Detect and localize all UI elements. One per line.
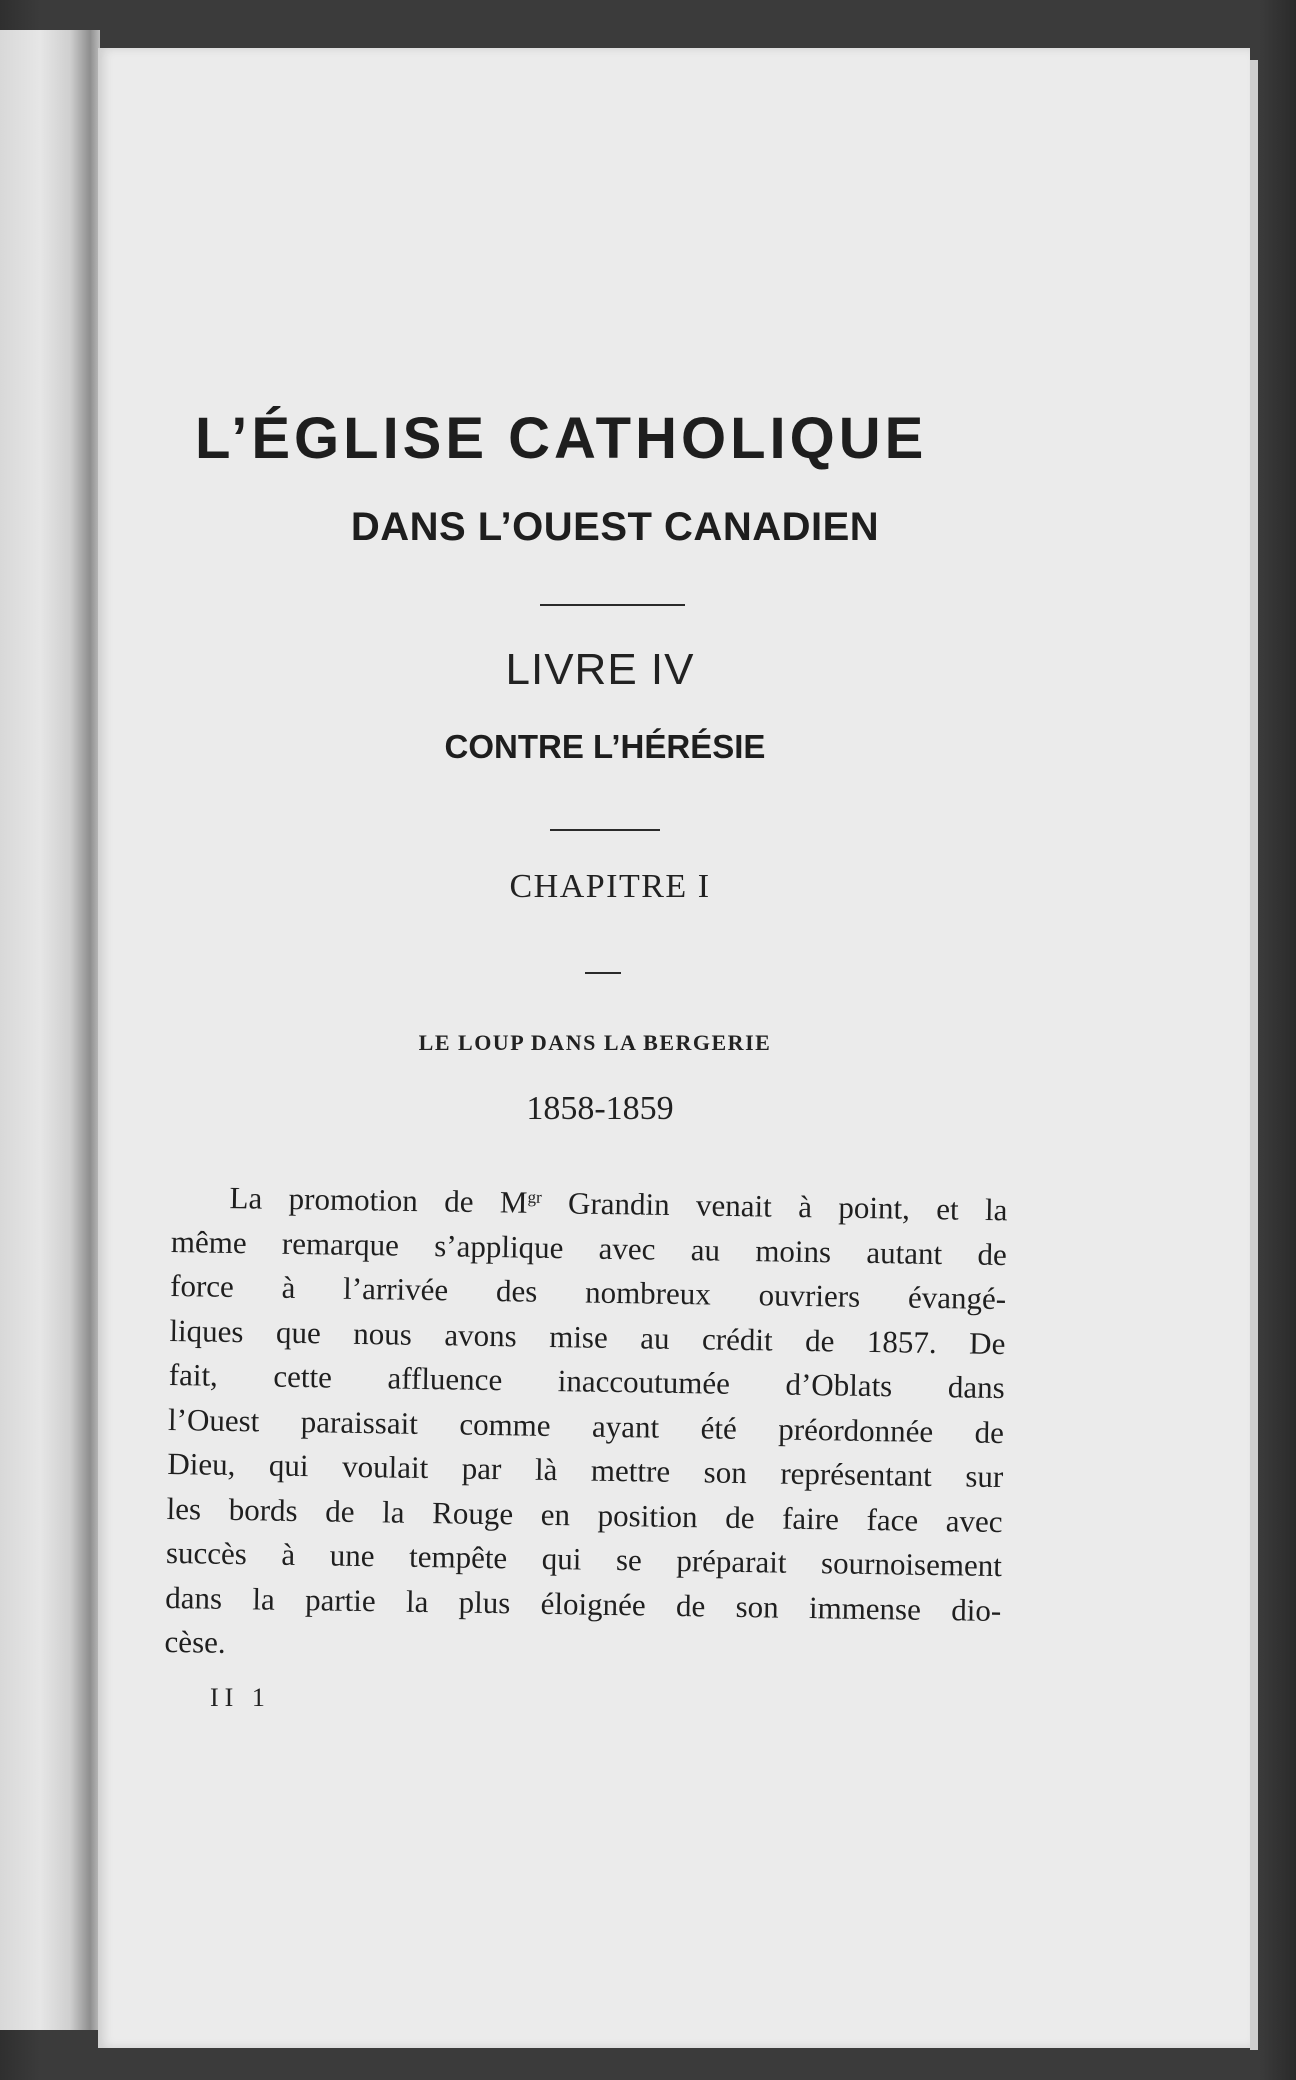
section-title: LE LOUP DANS LA BERGERIE [418,1030,772,1055]
paragraph-line: La promotion de $M^{gr}$ Grandin venait à point, et la [229,1180,1008,1228]
paragraph-line: fait, cette affluence inaccoutumée d’Oblats dans [168,1357,1005,1406]
rule-1 [540,604,685,606]
paragraph-line: même remarque s’applique avec au moins autant de [170,1223,1008,1272]
page-right-edge [1250,60,1258,2050]
paragraph-line: liques que nous avons mise au crédit de 1857. De [169,1312,1006,1361]
paragraph-line: dans la partie la plus éloignée de son immense dio- [165,1579,1002,1628]
paragraph-line: succès à une tempête qui se préparait sournoisement [165,1535,1003,1584]
facing-page-edge [0,30,100,2030]
printer-signature-mark: II 1 [210,1683,271,1712]
book-subtitle: DANS L’OUEST CANADIEN [350,505,880,549]
rule-2 [550,829,660,831]
chapter-heading: CHAPITRE I [509,868,711,905]
paragraph-line: force à l’arrivée des nombreux ouvriers évangé- [169,1268,1007,1317]
section-dates: 1858-1859 [526,1090,674,1127]
rule-3 [585,972,621,974]
paragraph-line: l’Ouest paraissait comme ayant été préordonnée de [167,1401,1005,1450]
body-paragraph [164,1170,1008,1678]
superscript: gr [527,1187,542,1207]
livre-title: CONTRE L’HÉRÉSIE [444,728,766,765]
paragraph-line: Dieu, qui voulait par là mettre son représentant sur [167,1446,1004,1495]
paragraph-line: cèse. [164,1624,226,1661]
book-title: L’ÉGLISE CATHOLIQUE [195,406,928,471]
livre-heading: LIVRE IV [505,645,695,694]
paragraph-line: les bords de la Rouge en position de faire face avec [166,1490,1003,1539]
